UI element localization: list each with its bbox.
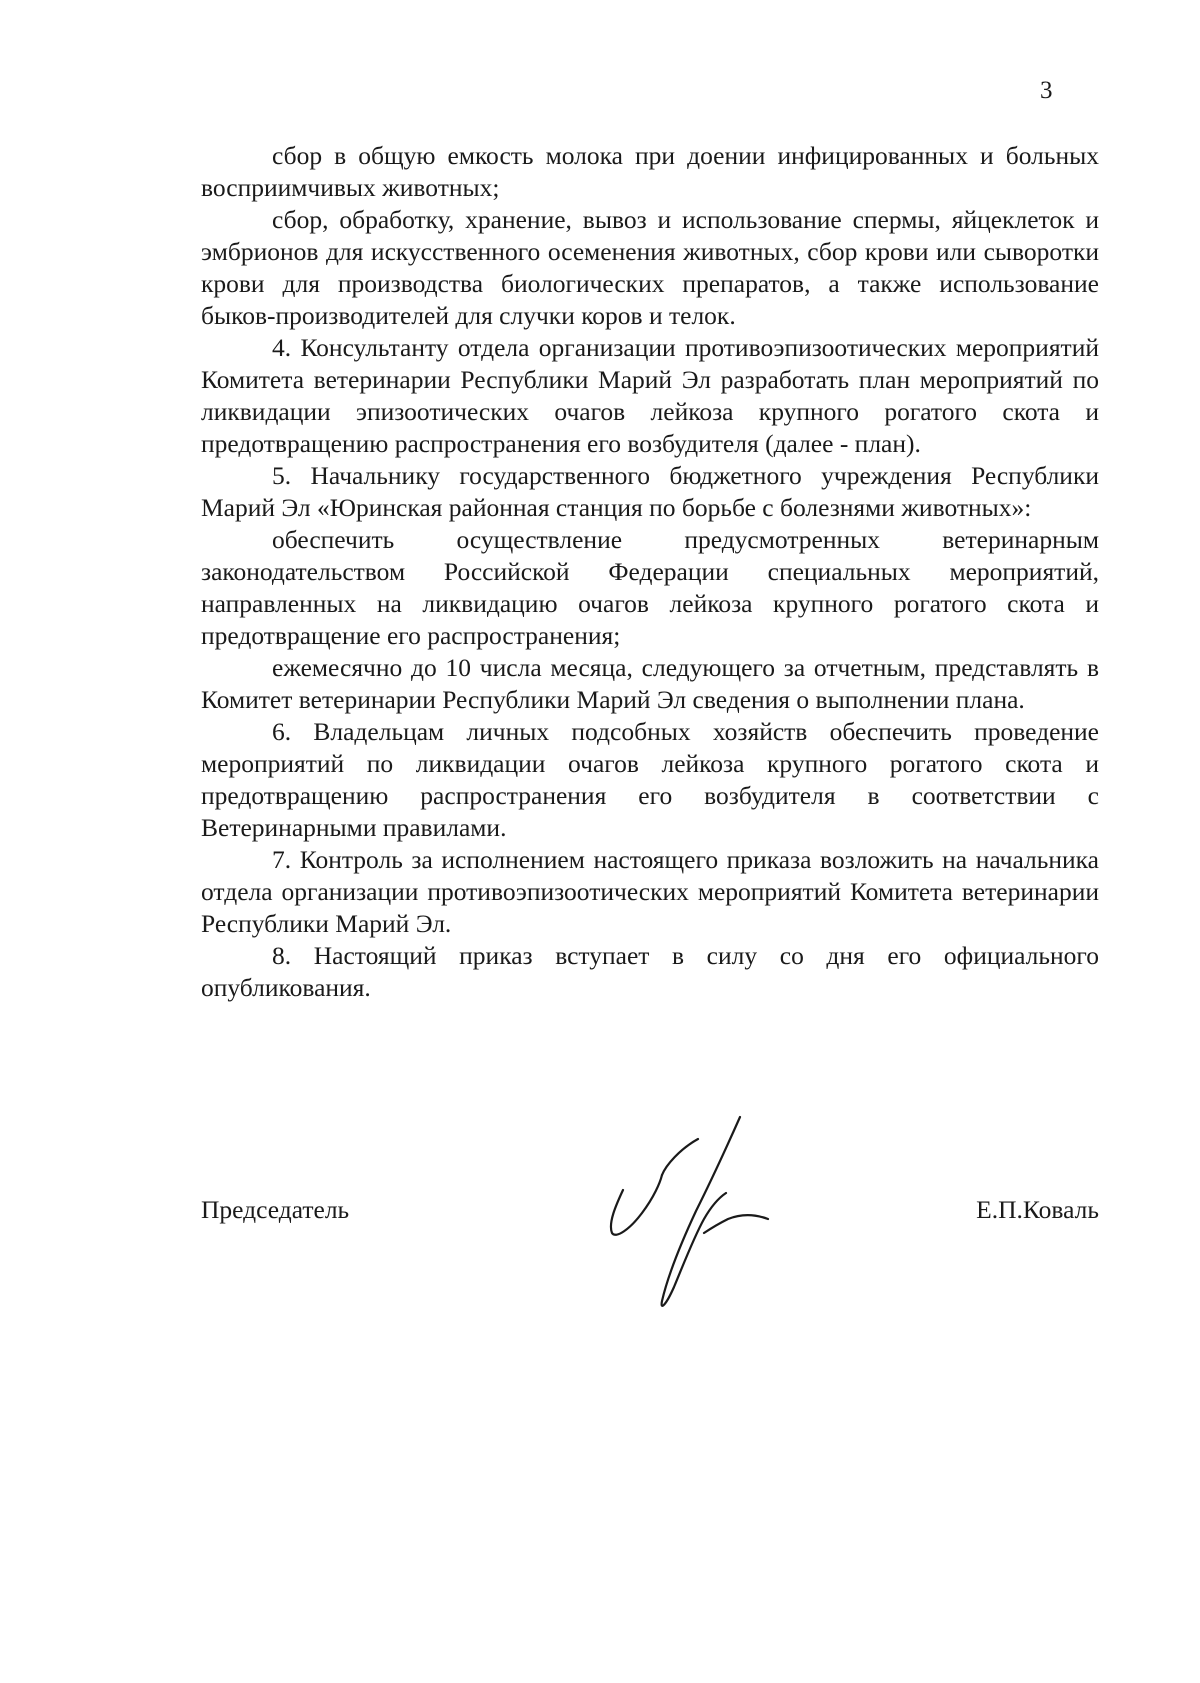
paragraph: ежемесячно до 10 числа месяца, следующего за отчетным, представлять в Комитет ветеринарии Республики Марий Эл сведения о выполнении плана. — [201, 653, 1099, 714]
signer-name: Е.П.Коваль — [976, 1195, 1099, 1224]
paragraph: обеспечить осуществление предусмотренных ветеринарным законодательством Российской Федерации специальных мероприятий, направленных на ликвидацию очагов лейкоза крупного рогатого скота и предотвращение его распространения; — [201, 525, 1099, 650]
paragraph: 4. Консультанту отдела организации противоэпизоотических мероприятий Комитета ветеринарии Республики Марий Эл разработать план мероприятий по ликвидации эпизоотических очагов лейкоза крупного рогатого скота и предотвращению распространения его возбудителя (далее - план). — [201, 333, 1099, 458]
paragraph: сбор, обработку, хранение, вывоз и использование спермы, яйцеклеток и эмбрионов для искусственного осеменения животных, сбор крови или сыворотки крови для производства биологических препаратов, а также использование быков-производителей для случки коров и телок. — [201, 205, 1099, 330]
signer-title: Председатель — [201, 1195, 350, 1224]
paragraph: 7. Контроль за исполнением настоящего приказа возложить на начальника отдела организации противоэпизоотических мероприятий Комитета ветеринарии Республики Марий Эл. — [201, 845, 1099, 938]
paragraph: сбор в общую емкость молока при доении инфицированных и больных восприимчивых животных; — [201, 141, 1099, 202]
page-number: 3 — [1040, 77, 1053, 104]
paragraph: 6. Владельцам личных подсобных хозяйств обеспечить проведение мероприятий по ликвидации очагов лейкоза крупного рогатого скота и предотвращению распространения его возбудителя в соответствии с Ветеринарными правилами. — [201, 717, 1099, 842]
document-body — [201, 140, 1099, 1004]
handwritten-signature — [600, 1105, 780, 1315]
paragraph: 5. Начальнику государственного бюджетного учреждения Республики Марий Эл «Юринская районная станция по борьбе с болезнями животных»: — [201, 461, 1099, 522]
paragraph: 8. Настоящий приказ вступает в силу со дня его официального опубликования. — [201, 941, 1099, 1002]
